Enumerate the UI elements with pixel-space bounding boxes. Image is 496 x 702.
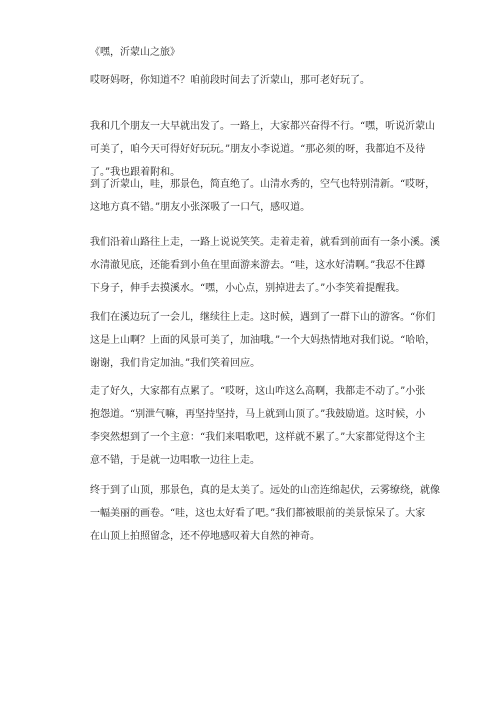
text-line: 终于到了山顶，那景色，真的是太美了。远处的山峦连绵起伏，云雾缭绕，就像 bbox=[90, 485, 440, 496]
paragraph-4 bbox=[90, 231, 440, 300]
document-title: 《嘿，沂蒙山之旅》 bbox=[90, 47, 180, 58]
text-line: 这是上山啊？上面的风景可美了，加油哦。”一个大妈热情地对我们说。“哈哈， bbox=[90, 335, 436, 346]
text-line: 抱怨道。“别泄气嘛，再坚持坚持，马上就到山顶了。”我鼓励道。这时候，小 bbox=[90, 409, 426, 420]
text-line: 我和几个朋友一大早就出发了。一路上，大家都兴奋得不行。“嘿，听说沂蒙山 bbox=[90, 121, 436, 132]
text-line: 意不错，于是就一边唱歌一边往上走。 bbox=[90, 455, 260, 466]
text-line: 我们在溪边玩了一会儿，继续往上走。这时候，遇到了一群下山的游客。“你们 bbox=[90, 312, 436, 323]
text-line: 李突然想到了一个主意：“我们来唱歌吧，这样就不累了。”大家都觉得这个主 bbox=[90, 432, 426, 443]
text-line: 谢谢，我们肯定加油。”我们笑着回应。 bbox=[90, 358, 261, 369]
text-line: 走了好久，大家都有点累了。“哎呀，这山咋这么高啊，我都走不动了。”小张 bbox=[90, 386, 426, 397]
text-line: 这地方真不错。”朋友小张深吸了一口气，感叹道。 bbox=[90, 202, 311, 213]
text-line: 在山顶上拍照留念，还不停地感叹着大自然的神奇。 bbox=[90, 531, 320, 542]
text-line: 水清澈见底，还能看到小鱼在里面游来游去。“哇，这水好清啊。”我忍不住蹲 bbox=[90, 260, 426, 271]
text-line: 到了沂蒙山，哇，那景色，简直绝了。山清水秀的，空气也特别清新。“哎呀， bbox=[90, 179, 436, 190]
text-line: 哎呀妈呀，你知道不？咱前段时间去了沂蒙山，那可老好玩了。 bbox=[90, 75, 370, 86]
text-line: 可美了，咱今天可得好好玩玩。”朋友小李说道。“那必须的呀，我都迫不及待 bbox=[90, 144, 426, 155]
text-line: 我们沿着山路往上走，一路上说说笑笑。走着走着，就看到前面有一条小溪。溪 bbox=[90, 237, 440, 248]
text-line: 下身子，伸手去摸溪水。“嘿，小心点，别掉进去了。”小李笑着提醒我。 bbox=[90, 283, 406, 294]
text-line: 了。”我也跟着附和。 bbox=[90, 167, 181, 178]
paragraph-5 bbox=[90, 306, 436, 375]
paragraph-7 bbox=[90, 479, 440, 548]
text-line: 一幅美丽的画卷。“哇，这也太好看了吧。”我们都被眼前的美景惊呆了。大家 bbox=[90, 508, 426, 519]
paragraph-1 bbox=[90, 69, 410, 92]
paragraph-3 bbox=[90, 173, 436, 219]
paragraph-6 bbox=[90, 380, 426, 472]
